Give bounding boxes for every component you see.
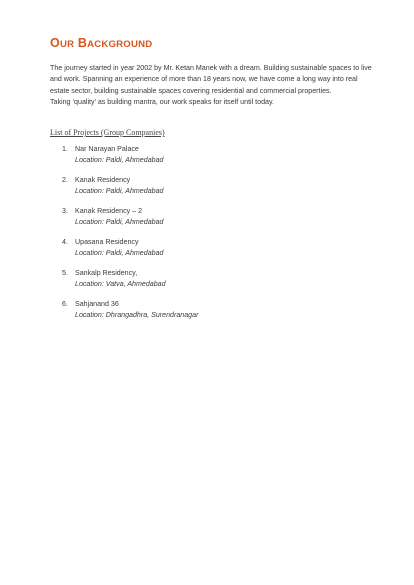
project-location: Location: Vatva, Ahmedabad: [75, 279, 166, 288]
project-location: Location: Dhrangadhra, Surendranagar: [75, 310, 199, 319]
project-location: Location: Paldi, Ahmedabad: [75, 155, 164, 164]
list-item: [62, 268, 198, 299]
intro-paragraph: The journey started in year 2002 by Mr. Ketan Manek with a dream. Building sustainable spaces to live and work. Spanning an experience of more than 18 years now, we have come a long way into real estate sector, building sustainable spaces covering residential and commercial properties.: [50, 64, 372, 95]
project-location: Location: Paldi, Ahmedabad: [75, 217, 164, 226]
list-item: [62, 299, 198, 330]
project-name: Sahjanand 36: [75, 300, 119, 308]
list-item-number: 4.: [62, 238, 68, 246]
heading-initial-o: O: [50, 36, 60, 50]
list-item-number: 5.: [62, 269, 68, 277]
list-item-number: 2.: [62, 176, 68, 184]
project-name: Nar Narayan Palace: [75, 145, 139, 153]
list-item: [62, 237, 198, 268]
list-item-number: 3.: [62, 207, 68, 215]
projects-list: [62, 144, 198, 330]
list-item-number: 1.: [62, 145, 68, 153]
section-heading: [50, 36, 152, 52]
project-name: Upasana Residency: [75, 238, 139, 246]
project-location: Location: Paldi, Ahmedabad: [75, 186, 164, 195]
list-item: [62, 144, 198, 175]
project-name: Kanak Residency – 2: [75, 207, 143, 215]
intro-text: [50, 63, 372, 109]
project-location: Location: Paldi, Ahmedabad: [75, 248, 164, 257]
heading-rest-ackground: ACKGROUND: [87, 39, 153, 50]
project-name: Kanak Residency: [75, 176, 131, 184]
list-item: [62, 206, 198, 237]
heading-rest-ur: UR: [59, 39, 75, 50]
list-item-number: 6.: [62, 300, 68, 308]
list-item: [62, 175, 198, 206]
projects-list-title: List of Projects (Group Companies): [50, 128, 165, 137]
intro-tagline: Taking ‘quality’ as building mantra, our work speaks for itself until today.: [50, 98, 274, 107]
heading-initial-b: B: [77, 36, 88, 50]
project-name: Sankalp Residency,: [75, 269, 138, 277]
